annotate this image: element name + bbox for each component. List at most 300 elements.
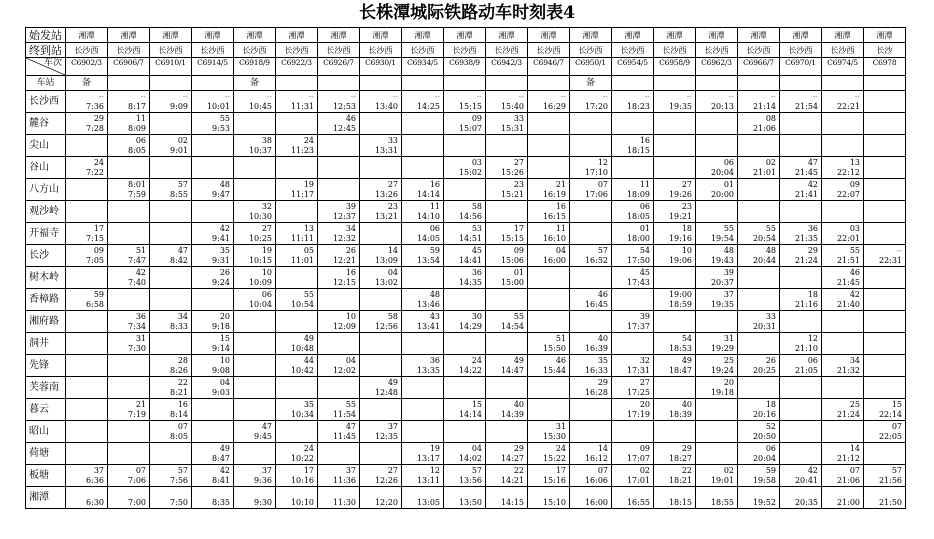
train-number-cell — [234, 58, 276, 76]
time-cell — [612, 91, 654, 113]
departure-time: 20:44 — [752, 256, 776, 265]
arrival-time: 25 — [723, 356, 734, 365]
time-cell — [864, 421, 906, 443]
departure-time: 11:17 — [290, 190, 314, 199]
arrival-time: 57 — [177, 466, 188, 475]
time-cell — [150, 179, 192, 201]
time-cell — [780, 113, 822, 135]
train-number: C6974/5 — [827, 58, 858, 67]
arrival-time: 55 — [345, 400, 356, 409]
time-cell — [234, 487, 276, 509]
departure-time: 10:34 — [290, 410, 314, 419]
departure-time: 7:06 — [128, 476, 146, 485]
time-cell — [360, 223, 402, 245]
origin-cell: 湘潭 — [192, 28, 234, 43]
terminal-cell: 长沙西 — [192, 43, 234, 58]
time-cell — [150, 113, 192, 135]
station-name: 洞井 — [26, 333, 66, 355]
departure-time: 7:28 — [86, 124, 104, 133]
departure-time: 15:00 — [500, 278, 524, 287]
departure-time: 8:26 — [170, 366, 188, 375]
train-number: C6934/5 — [407, 58, 438, 67]
departure-time: 18:53 — [668, 344, 692, 353]
time-cell — [612, 421, 654, 443]
arrival-time: 46 — [597, 290, 608, 299]
time-cell — [402, 289, 444, 311]
departure-time: 20:41 — [794, 476, 818, 485]
time-cell — [612, 311, 654, 333]
time-cell — [318, 135, 360, 157]
time-cell — [276, 179, 318, 201]
arrival-time: 22 — [177, 378, 188, 387]
departure-time: 21:12 — [836, 454, 860, 463]
time-cell — [276, 443, 318, 465]
arrival-time: -- — [896, 246, 902, 255]
departure-time: 11:45 — [332, 432, 356, 441]
origin-cell: 湘潭 — [612, 28, 654, 43]
terminal-cell: 长沙西 — [444, 43, 486, 58]
departure-time: 20:50 — [752, 432, 776, 441]
arrival-time: 04 — [471, 444, 482, 453]
arrival-time: 31 — [555, 422, 566, 431]
departure-time: 21:10 — [794, 344, 818, 353]
time-cell — [654, 355, 696, 377]
departure-time: 16:39 — [584, 344, 608, 353]
time-cell — [360, 465, 402, 487]
departure-time: 22:01 — [836, 234, 860, 243]
station-row — [26, 201, 906, 223]
standby-cell — [402, 76, 444, 91]
time-cell — [276, 355, 318, 377]
arrival-time: 17 — [555, 466, 566, 475]
time-cell — [150, 443, 192, 465]
arrival-time: 11 — [429, 202, 440, 211]
arrival-time: 14 — [387, 246, 398, 255]
time-cell — [402, 443, 444, 465]
departure-time: 18:00 — [626, 234, 650, 243]
arrival-time: 8:01 — [128, 180, 146, 189]
time-cell — [486, 333, 528, 355]
time-cell — [738, 245, 780, 267]
time-cell — [528, 377, 570, 399]
terminal-cell: 长沙西 — [612, 43, 654, 58]
time-cell — [360, 113, 402, 135]
time-cell — [108, 355, 150, 377]
arrival-time: 18 — [681, 224, 692, 233]
arrival-time: 59 — [765, 466, 776, 475]
arrival-time: 20 — [639, 400, 650, 409]
departure-time: 12:45 — [332, 124, 356, 133]
arrival-time: 54 — [639, 246, 650, 255]
arrival-time: 42 — [807, 466, 818, 475]
time-cell — [234, 355, 276, 377]
departure-time: 17:06 — [584, 190, 608, 199]
departure-time: 19:18 — [710, 388, 734, 397]
time-cell — [612, 355, 654, 377]
departure-time: 11:30 — [332, 498, 356, 507]
time-cell — [486, 465, 528, 487]
arrival-time: 24 — [555, 444, 566, 453]
time-cell — [486, 443, 528, 465]
time-cell — [528, 135, 570, 157]
departure-time: 15:40 — [500, 102, 524, 111]
station-row — [26, 377, 906, 399]
departure-time: 16:55 — [626, 498, 650, 507]
time-cell — [360, 355, 402, 377]
arrival-time: 55 — [849, 246, 860, 255]
arrival-time: 06 — [765, 444, 776, 453]
terminal-label: 终到站 — [26, 43, 66, 58]
arrival-time: -- — [686, 92, 692, 101]
time-cell — [822, 135, 864, 157]
time-cell — [780, 355, 822, 377]
time-cell — [696, 267, 738, 289]
terminal-cell: 长沙西 — [234, 43, 276, 58]
departure-time: 15:02 — [458, 168, 482, 177]
time-cell — [528, 465, 570, 487]
arrival-time: 24 — [93, 158, 104, 167]
time-cell — [234, 443, 276, 465]
departure-time: 13:11 — [416, 476, 440, 485]
time-cell — [360, 421, 402, 443]
time-cell — [360, 289, 402, 311]
station-row — [26, 487, 906, 509]
arrival-time: 42 — [219, 466, 230, 475]
arrival-time: 46 — [555, 356, 566, 365]
arrival-time: 14 — [849, 444, 860, 453]
time-cell — [570, 113, 612, 135]
time-cell — [234, 91, 276, 113]
time-cell — [696, 289, 738, 311]
departure-time: 17:10 — [584, 168, 608, 177]
departure-time: 10:09 — [248, 278, 272, 287]
arrival-time: 22 — [681, 466, 692, 475]
time-cell — [864, 157, 906, 179]
departure-time: 15:44 — [542, 366, 566, 375]
train-number-cell — [402, 58, 444, 76]
time-cell — [192, 333, 234, 355]
departure-time: 21:51 — [836, 256, 860, 265]
time-cell — [612, 245, 654, 267]
arrival-time: 14 — [597, 444, 608, 453]
time-cell — [402, 311, 444, 333]
arrival-time: -- — [770, 92, 776, 101]
departure-time: 13:09 — [374, 256, 398, 265]
arrival-time: 36 — [429, 356, 440, 365]
departure-time: 18:39 — [668, 410, 692, 419]
departure-time: 8:17 — [128, 102, 146, 111]
time-cell — [150, 289, 192, 311]
time-cell — [318, 465, 360, 487]
departure-time: 18:55 — [710, 498, 734, 507]
arrival-time: 09 — [849, 180, 860, 189]
corner-header — [26, 58, 66, 76]
arrival-time: 29 — [597, 378, 608, 387]
time-cell — [864, 267, 906, 289]
time-cell — [570, 443, 612, 465]
time-cell — [108, 113, 150, 135]
time-cell — [66, 179, 108, 201]
arrival-time: 27 — [387, 466, 398, 475]
arrival-time: 47 — [345, 422, 356, 431]
time-cell — [696, 201, 738, 223]
departure-time: 21:41 — [794, 190, 818, 199]
arrival-time: 55 — [723, 224, 734, 233]
arrival-time: 46 — [345, 114, 356, 123]
arrival-time: 59 — [93, 290, 104, 299]
time-cell — [108, 333, 150, 355]
departure-time: 8:42 — [170, 256, 188, 265]
terminal-cell: 长沙西 — [360, 43, 402, 58]
arrival-time: -- — [518, 92, 524, 101]
time-cell — [192, 135, 234, 157]
arrival-time: 59 — [429, 246, 440, 255]
arrival-time: 26 — [345, 246, 356, 255]
time-cell — [108, 267, 150, 289]
time-cell — [612, 465, 654, 487]
departure-time: 12:20 — [374, 498, 398, 507]
arrival-time: -- — [140, 92, 146, 101]
departure-time: 19:43 — [710, 256, 734, 265]
time-cell — [234, 201, 276, 223]
time-cell — [108, 399, 150, 421]
time-cell — [444, 135, 486, 157]
time-cell — [108, 421, 150, 443]
arrival-time: 37 — [723, 290, 734, 299]
time-cell — [276, 377, 318, 399]
arrival-time: 46 — [849, 268, 860, 277]
standby-cell — [780, 76, 822, 91]
time-cell — [780, 465, 822, 487]
time-cell — [234, 179, 276, 201]
time-cell — [822, 377, 864, 399]
train-number-cell — [864, 58, 906, 76]
time-cell — [654, 377, 696, 399]
time-cell — [66, 421, 108, 443]
origin-cell: 湘潭 — [822, 28, 864, 43]
arrival-time: 51 — [135, 246, 146, 255]
departure-time: 13:26 — [374, 190, 398, 199]
time-cell — [612, 113, 654, 135]
station-name: 暮云 — [26, 399, 66, 421]
time-cell — [780, 245, 822, 267]
time-cell — [822, 289, 864, 311]
origin-cell: 湘潭 — [108, 28, 150, 43]
arrival-time: 17 — [513, 224, 524, 233]
arrival-time: 37 — [345, 466, 356, 475]
origin-cell: 湘潭 — [654, 28, 696, 43]
time-cell — [234, 289, 276, 311]
timetable — [25, 27, 906, 509]
train-number-cell — [654, 58, 696, 76]
time-cell — [486, 245, 528, 267]
train-number-cell — [192, 58, 234, 76]
time-cell — [66, 91, 108, 113]
train-number: C6918/9 — [239, 58, 270, 67]
arrival-time: -- — [350, 92, 356, 101]
origin-cell: 湘潭 — [234, 28, 276, 43]
departure-time: 10:48 — [290, 344, 314, 353]
departure-time: 13:41 — [416, 322, 440, 331]
arrival-time: 04 — [387, 268, 398, 277]
time-cell — [276, 135, 318, 157]
arrival-time: 55 — [303, 290, 314, 299]
arrival-time: -- — [182, 92, 188, 101]
time-cell — [318, 179, 360, 201]
departure-time: 15:22 — [542, 454, 566, 463]
departure-time: 16:28 — [584, 388, 608, 397]
time-cell — [570, 377, 612, 399]
departure-time: 13:35 — [416, 366, 440, 375]
departure-time: 16:45 — [584, 300, 608, 309]
time-cell — [318, 223, 360, 245]
arrival-time: 07 — [891, 422, 902, 431]
terminal-cell: 长沙西 — [822, 43, 864, 58]
time-cell — [822, 179, 864, 201]
time-cell — [822, 267, 864, 289]
time-cell — [192, 355, 234, 377]
time-cell — [864, 223, 906, 245]
time-cell — [780, 399, 822, 421]
train-number: C6962/3 — [701, 58, 732, 67]
time-cell — [528, 201, 570, 223]
time-cell — [360, 377, 402, 399]
arrival-time: 01 — [513, 268, 524, 277]
time-cell — [402, 245, 444, 267]
arrival-time: -- — [854, 92, 860, 101]
departure-time: 18:27 — [668, 454, 692, 463]
arrival-time: 15 — [891, 400, 902, 409]
time-cell — [192, 421, 234, 443]
departure-time: 22:07 — [836, 190, 860, 199]
time-cell — [822, 201, 864, 223]
arrival-time: 07 — [597, 180, 608, 189]
train-number: C6946/7 — [533, 58, 564, 67]
time-cell — [234, 113, 276, 135]
arrival-time: 39 — [639, 312, 650, 321]
departure-time: 21:56 — [878, 476, 902, 485]
time-cell — [318, 201, 360, 223]
train-number-cell — [108, 58, 150, 76]
arrival-time: 26 — [219, 268, 230, 277]
time-cell — [402, 487, 444, 509]
time-cell — [66, 487, 108, 509]
time-cell — [486, 355, 528, 377]
time-cell — [66, 135, 108, 157]
time-cell — [192, 487, 234, 509]
time-cell — [738, 113, 780, 135]
departure-time: 16:52 — [584, 256, 608, 265]
arrival-time: 05 — [303, 246, 314, 255]
departure-time: 18:15 — [668, 498, 692, 507]
departure-time: 12:02 — [332, 366, 356, 375]
time-cell — [318, 245, 360, 267]
time-cell — [234, 333, 276, 355]
arrival-time: 12 — [429, 466, 440, 475]
departure-time: 11:11 — [290, 234, 314, 243]
time-cell — [444, 201, 486, 223]
arrival-time: -- — [644, 92, 650, 101]
time-cell — [696, 399, 738, 421]
departure-time: 8:05 — [128, 146, 146, 155]
arrival-time: 34 — [849, 356, 860, 365]
departure-time: 11:54 — [332, 410, 356, 419]
time-cell — [234, 377, 276, 399]
time-cell — [570, 311, 612, 333]
arrival-time: 10 — [219, 356, 230, 365]
time-cell — [234, 157, 276, 179]
departure-time: 12:15 — [332, 278, 356, 287]
time-cell — [864, 443, 906, 465]
arrival-time: 02 — [639, 466, 650, 475]
departure-time: 10:42 — [290, 366, 314, 375]
time-cell — [444, 113, 486, 135]
departure-time: 20:37 — [710, 278, 734, 287]
time-cell — [276, 157, 318, 179]
arrival-time: 22 — [513, 466, 524, 475]
time-cell — [150, 355, 192, 377]
time-cell — [864, 355, 906, 377]
arrival-time: 27 — [387, 180, 398, 189]
time-cell — [360, 487, 402, 509]
time-cell — [108, 157, 150, 179]
time-cell — [150, 399, 192, 421]
time-cell — [318, 443, 360, 465]
time-cell — [738, 377, 780, 399]
arrival-time: 17 — [303, 466, 314, 475]
departure-time: 15:31 — [500, 124, 524, 133]
time-cell — [318, 377, 360, 399]
train-number-cell — [66, 58, 108, 76]
time-cell — [696, 223, 738, 245]
arrival-time: 18 — [765, 400, 776, 409]
time-cell — [66, 465, 108, 487]
station-row — [26, 135, 906, 157]
arrival-time: 28 — [177, 356, 188, 365]
time-cell — [528, 399, 570, 421]
time-cell — [66, 201, 108, 223]
arrival-time: 16 — [345, 268, 356, 277]
origin-cell: 湘潭 — [66, 28, 108, 43]
time-cell — [402, 223, 444, 245]
time-cell — [150, 201, 192, 223]
time-cell — [528, 333, 570, 355]
departure-time: 17:20 — [584, 102, 608, 111]
time-cell — [276, 333, 318, 355]
arrival-time: 04 — [219, 378, 230, 387]
departure-time: 19:21 — [668, 212, 692, 221]
arrival-time: -- — [308, 92, 314, 101]
time-cell — [654, 135, 696, 157]
terminal-cell: 长沙 — [864, 43, 906, 58]
station-name: 湘府路 — [26, 311, 66, 333]
arrival-time: 12 — [597, 158, 608, 167]
time-cell — [612, 289, 654, 311]
departure-time: 19:52 — [752, 498, 776, 507]
station-row — [26, 399, 906, 421]
arrival-time: 16 — [555, 202, 566, 211]
time-cell — [486, 223, 528, 245]
time-cell — [402, 201, 444, 223]
time-cell — [780, 289, 822, 311]
arrival-time: 45 — [639, 268, 650, 277]
time-cell — [654, 245, 696, 267]
time-cell — [192, 377, 234, 399]
station-name: 树木岭 — [26, 267, 66, 289]
time-cell — [822, 91, 864, 113]
departure-time: 14:51 — [458, 234, 482, 243]
departure-time: 19:58 — [752, 476, 776, 485]
